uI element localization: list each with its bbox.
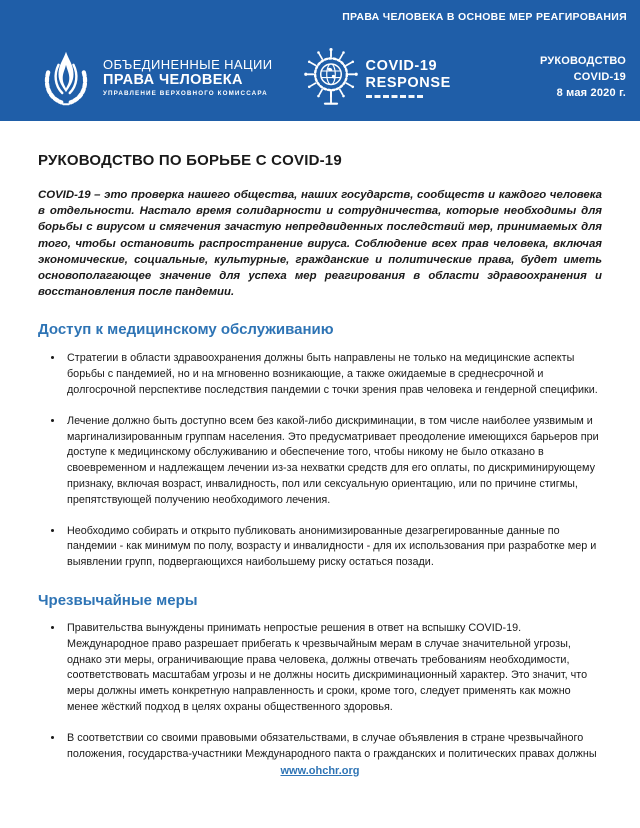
bullet-list-health-access — [38, 351, 602, 571]
bullet-item: • Лечение должно быть доступно всем без какой-либо дискриминации, в том числе наиболее уязвимым и маргинализированным группам населения. Это предусматривает преодоление имеющихся барьеров при доступе к медицинскому обслуживанию и обеспечение того, чтобы никому не было отказано в своевременном и надлежащем лечении из-за нехватки средств для его оплаты, по дискриминирующему признаку, включая возраст, инвалидность, пол или сексуальную ориентацию, или по причине стигмы, препятствующей получению необходимого лечения. — [64, 414, 602, 509]
doc-info-topic: COVID-19 — [573, 71, 626, 84]
un-logo-line2: ПРАВА ЧЕЛОВЕКА — [103, 71, 243, 88]
section-emergency-measures — [38, 592, 602, 762]
bullet-item: • В соответствии со своими правовыми обязательствами, в случае объявления в стране чрезвычайного положения, государства-участники Международного пакта о гражданских и политических правах должны — [64, 731, 602, 763]
section-heading-health-access: Доступ к медицинскому обслуживанию — [38, 321, 334, 339]
bullet-item: • Правительства вынуждены принимать непростые решения в ответ на вспышку COVID-19. Международное право разрешает прибегать к чрезвычайным мерам в случае значительной угрозы, однако эти меры, ограничивающие права человека, должны отвечать требованиям необходимости, соответствовать масштабам угрозы и не должны носить дискриминационный характер. Это значит, что меры должны иметь конкретную направленность и сроки, кроме того, следует применять как можно менее жёсткий подход в целях охраны общественного здоровья. — [64, 621, 602, 716]
covid-response-logo — [303, 46, 451, 110]
covid-logo-line2: RESPONSE — [365, 74, 451, 91]
un-logo-line1: ОБЪЕДИНЕННЫЕ НАЦИИ — [103, 57, 273, 73]
un-emblem-icon — [36, 47, 96, 109]
dashed-underline — [366, 95, 423, 98]
bullet-item: • Стратегии в области здравоохранения должны быть направлены не только на медицинские аспекты борьбы с пандемией, но и на мгновенно возникающие, а также ожидаемые в среднесрочной и долгосрочной перспективе последствия пандемии с точки зрения прав человека и гендерной специфики. — [64, 351, 602, 398]
covid-logo-line1: COVID-19 — [365, 57, 438, 74]
un-logo-text — [103, 58, 273, 98]
logo-row — [36, 46, 626, 110]
document-body — [38, 121, 602, 762]
intro-paragraph: COVID-19 – это проверка нашего общества, наших государств, сообществ и каждого человека в отдельности. Настало время солидарности и сотрудничества, которые необходимы для борьбы с вирусом и смягчения зачастую непредвиденных последствий мер, принимаемых для того, чтобы остановить распространение вируса. Соблюдение всех прав человека, включая экономические, социальные, культурные, гражданские и политические права, будет иметь основополагающее значение для успеха мер реагирования в области здравоохранения и восстановления после пандемии. — [38, 189, 602, 299]
un-logo-line3: УПРАВЛЕНИЕ ВЕРХОВНОГО КОМИССАРА — [103, 90, 268, 98]
ohchr-link[interactable]: www.ohchr.org — [280, 765, 360, 777]
covid-response-text — [366, 58, 451, 98]
section-health-access — [38, 321, 602, 571]
doc-info-type: РУКОВОДСТВО — [539, 55, 626, 68]
page-title: РУКОВОДСТВО ПО БОРЬБЕ С COVID-19 — [38, 152, 342, 169]
bullet-list-emergency-measures — [38, 621, 602, 762]
un-human-rights-logo — [36, 47, 273, 109]
page-footer — [0, 761, 640, 779]
covid-virus-icon — [303, 46, 359, 110]
header-tagline: ПРАВА ЧЕЛОВЕКА В ОСНОВЕ МЕР РЕАГИРОВАНИЯ — [342, 11, 627, 23]
header-band — [0, 0, 640, 121]
section-heading-emergency-measures: Чрезвычайные меры — [38, 591, 198, 609]
bullet-item: • Необходимо собирать и открыто публиковать анонимизированные дезагрегированные данные по пандемии - как минимум по полу, возрасту и инвалидности - для их использования при разработке мер и выявлении групп, подвергающихся наибольшему риску остаться позади. — [64, 524, 602, 571]
document-info — [540, 54, 626, 102]
doc-info-date: 8 мая 2020 г. — [556, 86, 626, 99]
